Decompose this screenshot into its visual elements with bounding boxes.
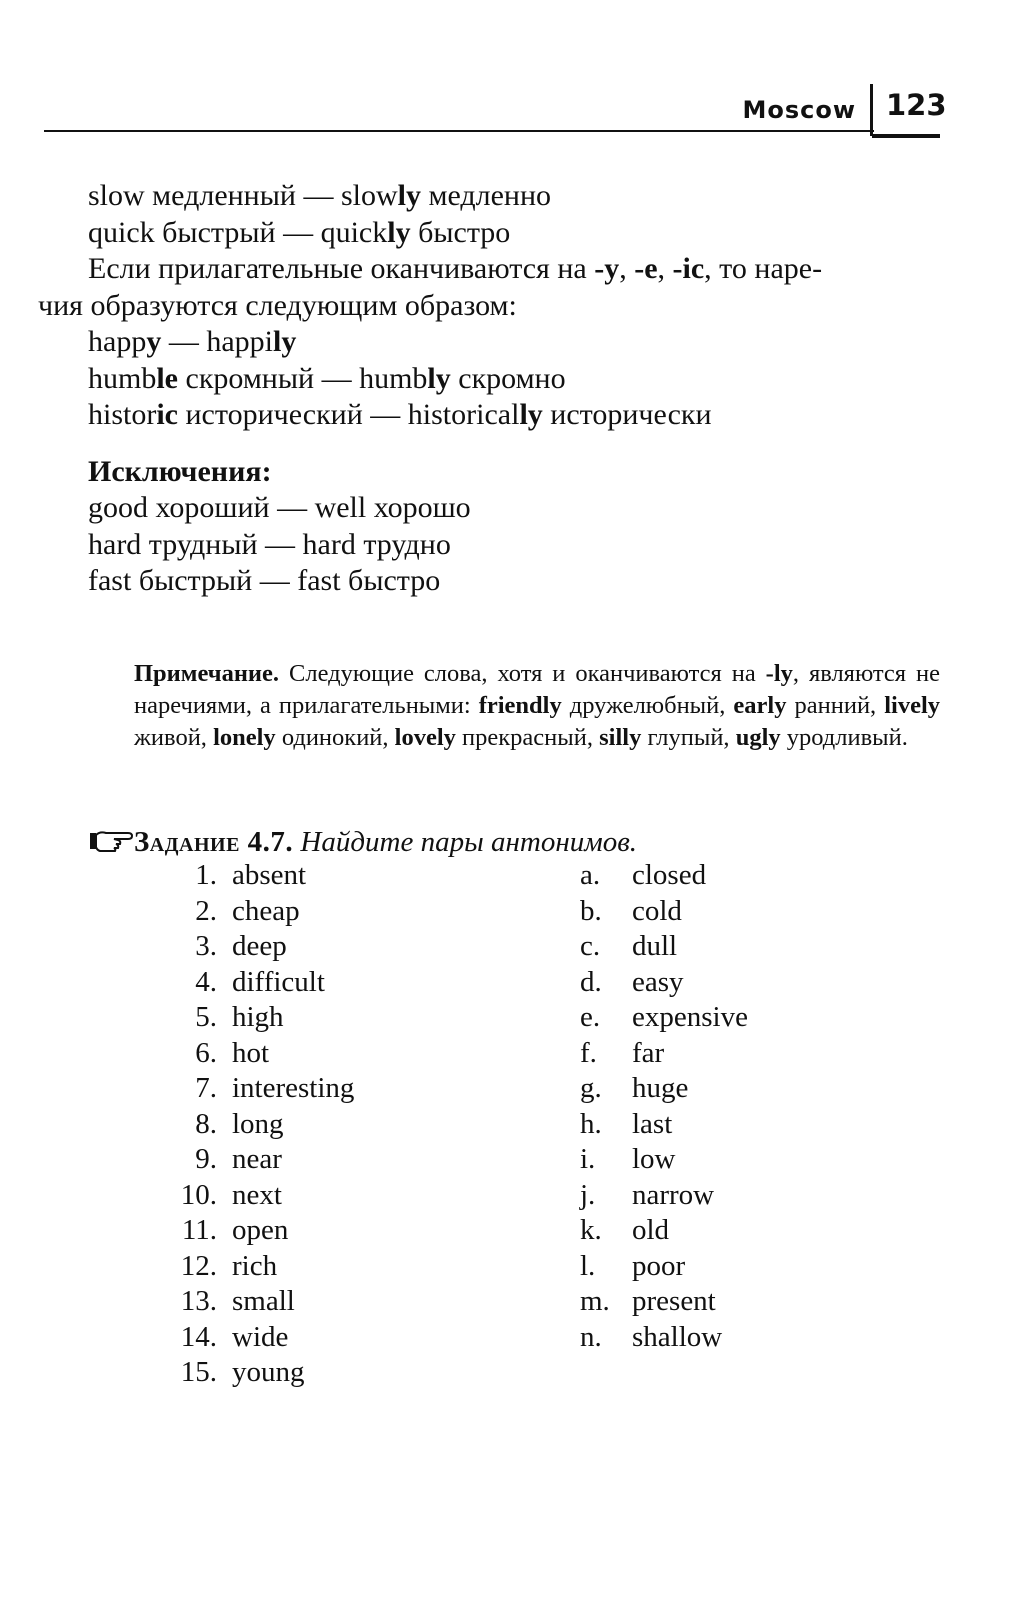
task-label: Задание 4.7.: [134, 826, 294, 858]
list-item: 3. deep: [195, 930, 287, 962]
list-item: 11. open: [181, 1214, 289, 1246]
list-item: g. huge: [580, 1072, 689, 1104]
list-item: e. expensive: [580, 1001, 748, 1033]
list-item: n. shallow: [580, 1320, 723, 1353]
note-label: Примечание.: [134, 660, 280, 687]
list-item: 14. wide: [180, 1320, 289, 1353]
exception-item: fast быстрый — fast быстро: [88, 564, 441, 597]
list-item: f. far: [580, 1036, 665, 1069]
exception-item: good хороший — well хорошо: [88, 491, 471, 524]
page-header: [0, 0, 1024, 145]
header-rule-right: [872, 134, 940, 138]
list-item: 5. high: [195, 1001, 284, 1033]
list-item: 1. absent: [195, 859, 307, 891]
list-item: 7. interesting: [195, 1072, 355, 1104]
list-item: 9. near: [195, 1143, 282, 1175]
exception-item: hard трудный — hard трудно: [88, 527, 451, 561]
exceptions-block: [88, 454, 940, 600]
task-heading: [88, 826, 940, 859]
list-item: 6. hot: [195, 1036, 270, 1069]
example-line: quick быстрый — quickly быстро: [88, 215, 511, 249]
example-line: slow медленный — slowly медленно: [88, 179, 552, 212]
list-item: k. old: [580, 1214, 670, 1246]
list-item: 13. small: [180, 1285, 295, 1317]
list-item: i. low: [580, 1143, 676, 1175]
list-item: c. dull: [580, 930, 678, 962]
running-head: Moscow: [742, 96, 856, 124]
list-item: 4. difficult: [195, 965, 325, 998]
pointing-hand-icon: [88, 827, 134, 853]
rule-paragraph-line-2: чия образуются следующим образом:: [38, 288, 517, 322]
exceptions-title: Исключения:: [88, 454, 272, 488]
list-item: 15. young: [180, 1356, 305, 1388]
list-item: m. present: [580, 1285, 716, 1317]
left-word-list: [160, 858, 354, 1391]
rule-paragraph-line-1: Если прилагательные оканчиваются на -y, -e, -ic, то наре-: [88, 252, 823, 285]
list-item: a. closed: [580, 859, 707, 891]
list-item: j. narrow: [580, 1178, 715, 1211]
task-instruction: Найдите пары антонимов.: [300, 826, 638, 858]
header-divider: [870, 84, 873, 136]
list-item: h. last: [580, 1107, 673, 1140]
example-line: happy — happily: [88, 325, 297, 358]
right-word-list: [580, 858, 748, 1355]
list-item: d. easy: [580, 965, 684, 998]
example-line: humble скромный — humbly скромно: [88, 361, 566, 395]
header-rule: [44, 130, 874, 132]
note-paragraph: Примечание. Следующие слова, хотя и оканчиваются на -ly, являются не наречиями, а прилагательными: friendly дружелюбный, early ранний, lively живой, lonely одинокий, lovely прекрасный, silly глупый, ugly уродливый.: [134, 660, 941, 751]
list-item: 8. long: [195, 1107, 284, 1140]
list-item: 12. rich: [180, 1249, 278, 1282]
example-line: historic исторический — historically исторически: [88, 398, 712, 431]
list-item: l. poor: [580, 1249, 686, 1282]
page-number: 123: [886, 88, 947, 122]
list-item: b. cold: [580, 894, 682, 927]
list-item: 2. cheap: [195, 894, 300, 927]
list-item: 10. next: [180, 1178, 282, 1211]
main-text: [38, 178, 940, 600]
